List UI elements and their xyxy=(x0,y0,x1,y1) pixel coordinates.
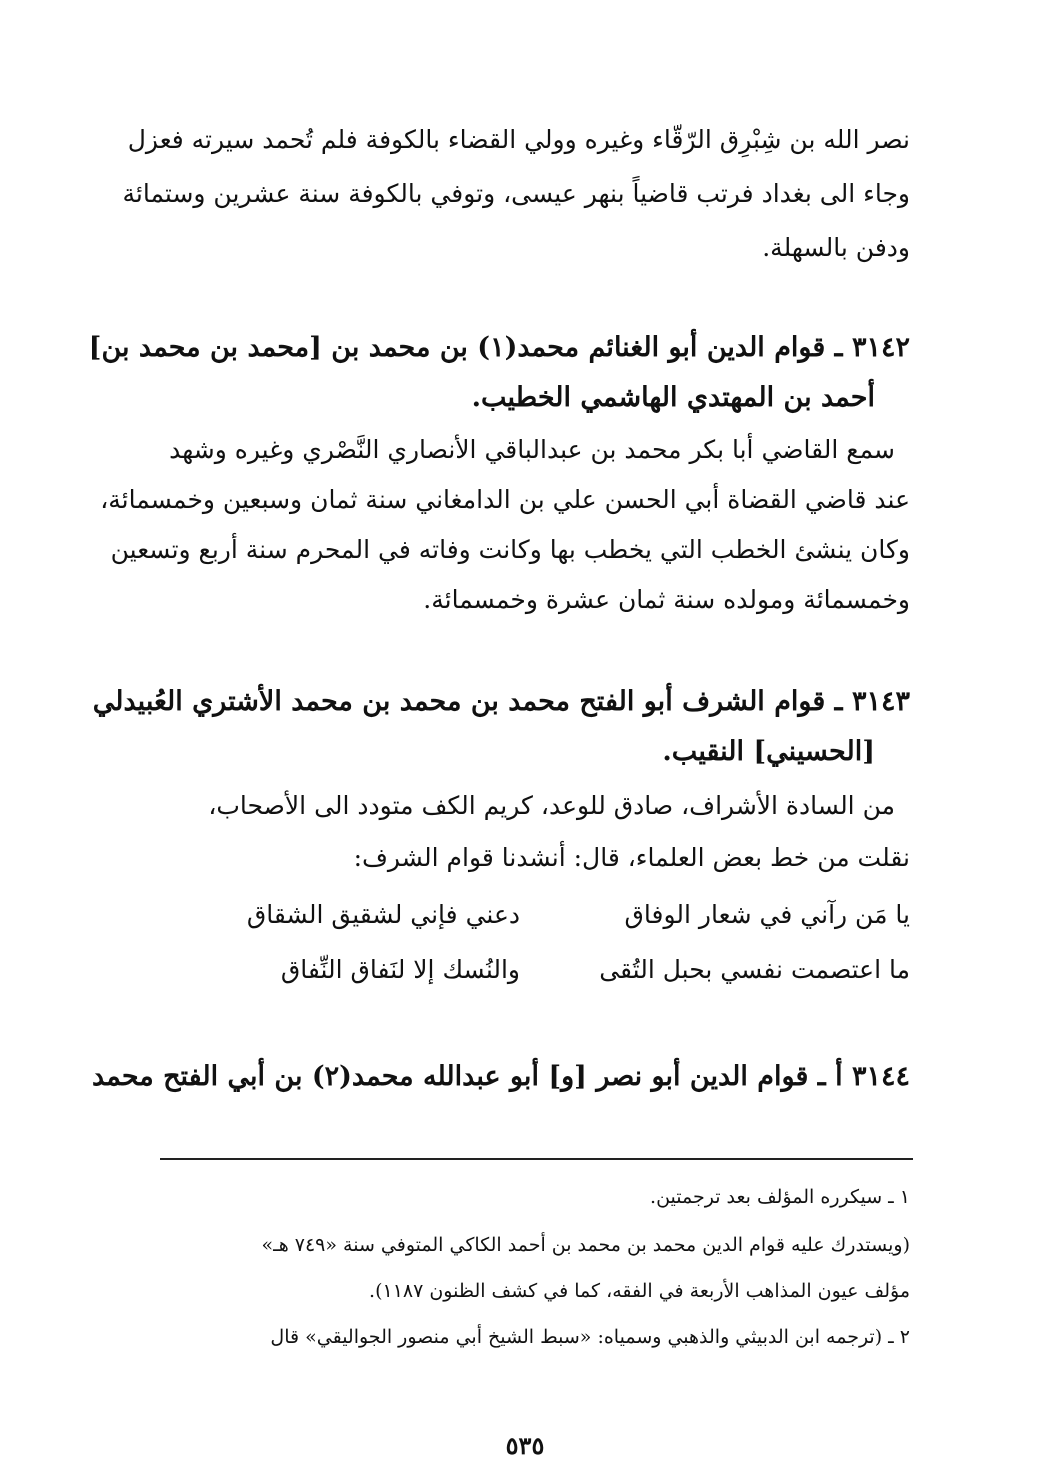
entry-3142-body-4: وخمسمائة ومولده سنة ثمان عشرة وخمسمائة. xyxy=(423,585,910,614)
verse-2-first-hemistich: ما اعتصمت نفسي بحبل التُقى xyxy=(599,955,910,984)
intro-line-2: وجاء الى بغداد فرتب قاضياً بنهر عيسى، وتوفي بالكوفة سنة عشرين وستمائة xyxy=(122,179,910,208)
verse-1-second-hemistich: دعني فإني لشقيق الشقاق xyxy=(246,900,520,929)
entry-3143-body-1: من السادة الأشراف، صادق للوعد، كريم الكف متودد الى الأصحاب، xyxy=(208,791,895,820)
entry-3144-heading: ٣١٤٤ أ ـ قوام الدين أبو نصر [و] أبو عبدالله محمد(٢) بن أبي الفتح محمد xyxy=(92,1061,910,1092)
footnote-1-line-2: (ويستدرك عليه قوام الدين محمد بن محمد بن أحمد الكاكي المتوفي سنة «٧٤٩ هـ» xyxy=(261,1234,910,1256)
verse-2-second-hemistich: والنُسك إلا لنَفاق النِّفاق xyxy=(280,955,520,984)
footnote-1-line-1: ١ ـ سيكرره المؤلف بعد ترجمتين. xyxy=(650,1186,910,1208)
intro-line-3: ودفن بالسهلة. xyxy=(762,233,910,262)
footnote-separator xyxy=(160,1158,913,1160)
entry-3143-heading-2: [الحسيني] النقيب. xyxy=(662,736,875,767)
entry-3142-body-2: عند قاضي القضاة أبي الحسن علي بن الدامغاني سنة ثمان وسبعين وخمسمائة، xyxy=(100,485,910,514)
entry-3142-body-1: سمع القاضي أبا بكر محمد بن عبدالباقي الأنصاري النَّصْري وغيره وشهد xyxy=(169,435,895,464)
footnote-2-line-1: ٢ ـ (ترجمه ابن الدبيثي والذهبي وسمياه: «سبط الشيخ أبي منصور الجواليقي» قال xyxy=(270,1326,910,1348)
entry-3142-body-3: وكان ينشئ الخطب التي يخطب بها وكانت وفاته في المحرم سنة أربع وتسعين xyxy=(110,535,910,564)
entry-3142-heading-2: أحمد بن المهتدي الهاشمي الخطيب. xyxy=(471,382,875,413)
entry-3143-body-2: نقلت من خط بعض العلماء، قال: أنشدنا قوام الشرف: xyxy=(353,843,910,872)
verse-1-first-hemistich: يا مَن رآني في شعار الوفاق xyxy=(624,900,910,929)
footnote-1-line-3: مؤلف عيون المذاهب الأربعة في الفقه، كما في كشف الظنون ١١٨٧). xyxy=(369,1280,910,1302)
page-number: ٥٣٥ xyxy=(505,1431,545,1460)
intro-line-1: نصر الله بن شِبْرِق الرّقّاء وغيره وولي القضاء بالكوفة فلم تُحمد سيرته فعزل xyxy=(127,125,910,154)
entry-3142-heading-1: ٣١٤٢ ـ قوام الدين أبو الغنائم محمد(١) بن محمد بن [محمد بن محمد بن] xyxy=(88,332,910,363)
entry-3143-heading-1: ٣١٤٣ ـ قوام الشرف أبو الفتح محمد بن محمد بن محمد الأشتري العُبيدلي xyxy=(92,686,910,717)
